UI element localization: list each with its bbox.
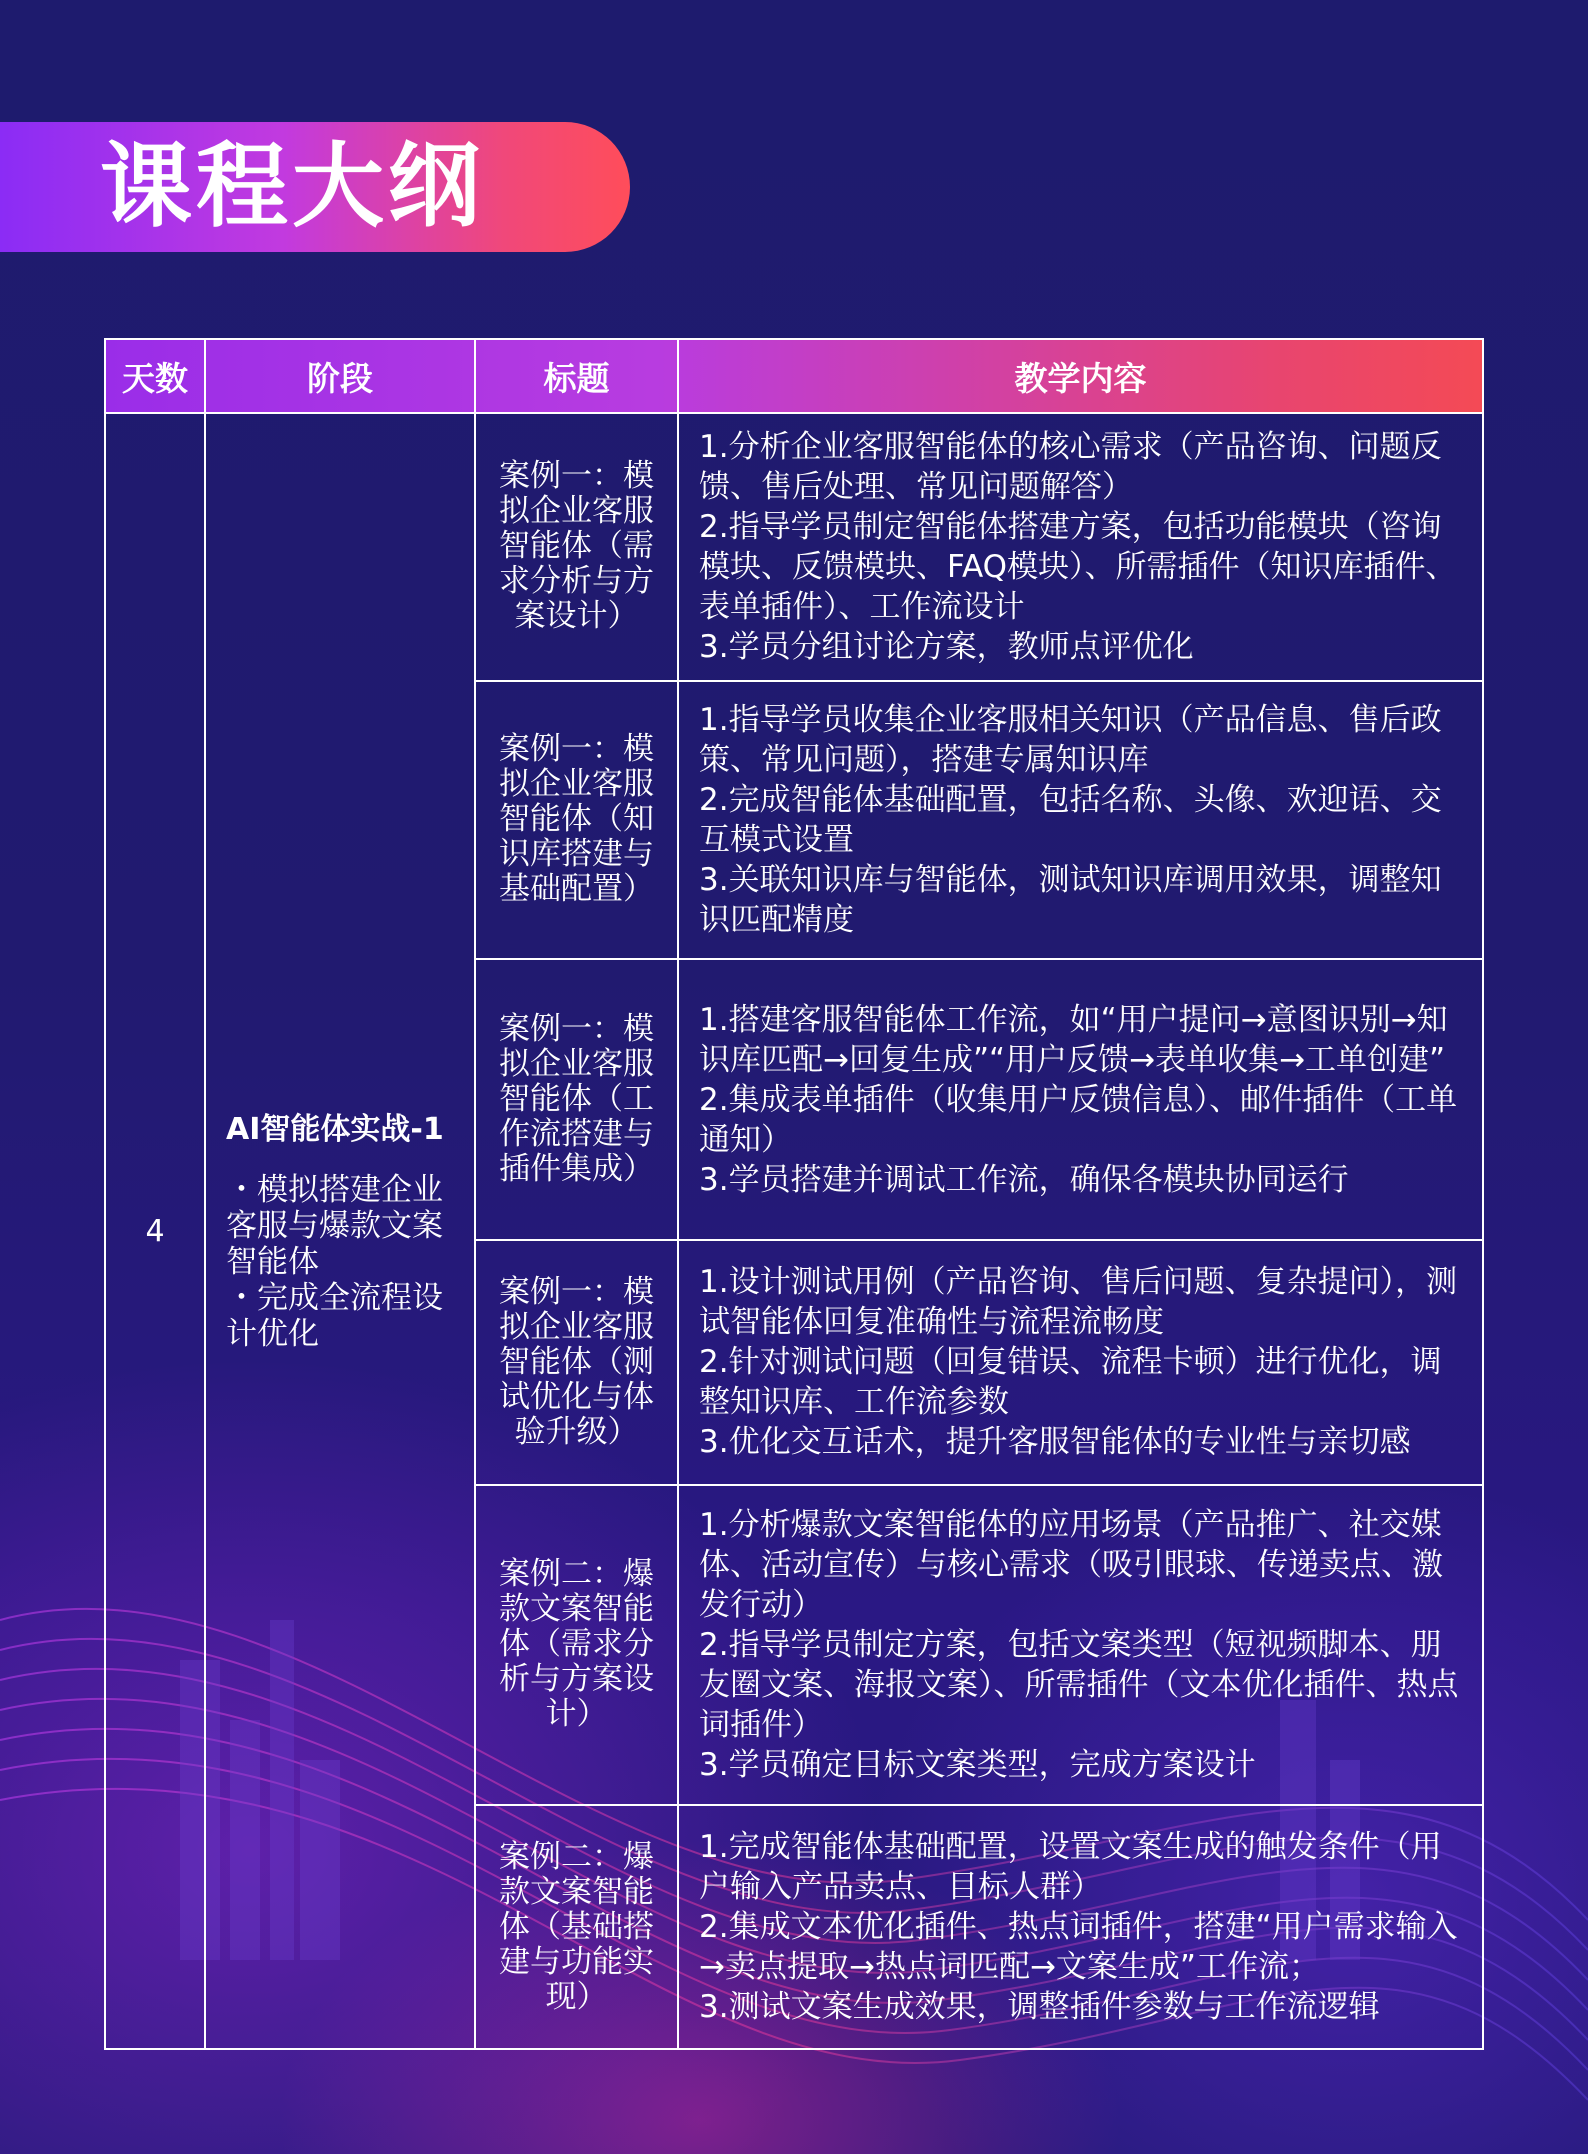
- stage-bullet: ・模拟搭建企业客服与爆款文案智能体: [226, 1172, 443, 1280]
- content-line: 3.测试文案生成效果，调整插件参数与工作流逻辑: [699, 1989, 1380, 2026]
- title-banner: [0, 122, 630, 252]
- header-day: 天数: [105, 339, 205, 413]
- row-title: 案例二：爆款文案智能体（基础搭建与功能实现）: [475, 1805, 678, 2049]
- content-line: 3.学员确定目标文案类型，完成方案设计: [699, 1746, 1256, 1783]
- stage-bullet: ・完成全流程设计优化: [226, 1280, 443, 1352]
- row-content: [678, 959, 1483, 1240]
- header-stage: 阶段: [205, 339, 475, 413]
- row-content: [678, 1805, 1483, 2049]
- content-line: 2.完成智能体基础配置，包括名称、头像、欢迎语、交互模式设置: [699, 781, 1442, 858]
- table-row: [105, 413, 1483, 681]
- content-line: 2.集成文本优化插件、热点词插件，搭建“用户需求输入→卖点提取→热点词匹配→文案生成”工作流；: [699, 1909, 1458, 1986]
- content-line: 1.搭建客服智能体工作流，如“用户提问→意图识别→知识库匹配→回复生成”“用户反馈→表单收集→工单创建”: [699, 1001, 1448, 1078]
- content-line: 2.集成表单插件（收集用户反馈信息）、邮件插件（工单通知）: [699, 1081, 1458, 1158]
- content-line: 1.完成智能体基础配置，设置文案生成的触发条件（用户输入产品卖点、目标人群）: [699, 1829, 1442, 1906]
- row-title: 案例一：模拟企业客服智能体（测试优化与体验升级）: [475, 1240, 678, 1485]
- row-title: 案例一：模拟企业客服智能体（需求分析与方案设计）: [475, 413, 678, 681]
- header-title: 标题: [475, 339, 678, 413]
- content-line: 2.指导学员制定智能体搭建方案，包括功能模块（咨询模块、反馈模块、FAQ模块）、所需插件（知识库插件、表单插件）、工作流设计: [699, 508, 1457, 625]
- content-line: 1.分析爆款文案智能体的应用场景（产品推广、社交媒体、活动宣传）与核心需求（吸引眼球、传递卖点、激发行动）: [699, 1506, 1443, 1623]
- content-line: 1.分析企业客服智能体的核心需求（产品咨询、问题反馈、售后处理、常见问题解答）: [699, 428, 1442, 505]
- content-line: 2.针对测试问题（回复错误、流程卡顿）进行优化，调整知识库、工作流参数: [699, 1344, 1442, 1421]
- content-line: 1.指导学员收集企业客服相关知识（产品信息、售后政策、常见问题），搭建专属知识库: [699, 701, 1442, 778]
- row-title: 案例一：模拟企业客服智能体（工作流搭建与插件集成）: [475, 959, 678, 1240]
- course-outline-table: [104, 338, 1484, 2050]
- row-title: 案例一：模拟企业客服智能体（知识库搭建与基础配置）: [475, 681, 678, 960]
- content-line: 1.设计测试用例（产品咨询、售后问题、复杂提问），测试智能体回复准确性与流程流畅度: [699, 1264, 1458, 1341]
- stage-name: AI智能体实战-1: [226, 1112, 444, 1147]
- stage-cell: [205, 413, 475, 2049]
- page-title: 课程大纲: [100, 133, 485, 240]
- content-line: 3.学员分组讨论方案，教师点评优化: [699, 628, 1194, 665]
- content-line: 3.关联知识库与智能体，测试知识库调用效果，调整知识匹配精度: [699, 861, 1442, 938]
- header-content: 教学内容: [678, 339, 1483, 413]
- content-line: 3.学员搭建并调试工作流，确保各模块协同运行: [699, 1161, 1349, 1198]
- day-cell: 4: [105, 413, 205, 2049]
- row-content: [678, 413, 1483, 681]
- row-content: [678, 681, 1483, 960]
- row-title: 案例二：爆款文案智能体（需求分析与方案设计）: [475, 1485, 678, 1806]
- row-content: [678, 1240, 1483, 1485]
- row-content: [678, 1485, 1483, 1806]
- table-header-row: [105, 339, 1483, 413]
- content-line: 2.指导学员制定方案，包括文案类型（短视频脚本、朋友圈文案、海报文案）、所需插件（文本优化插件、热点词插件）: [699, 1626, 1459, 1743]
- content-line: 3.优化交互话术，提升客服智能体的专业性与亲切感: [699, 1424, 1411, 1461]
